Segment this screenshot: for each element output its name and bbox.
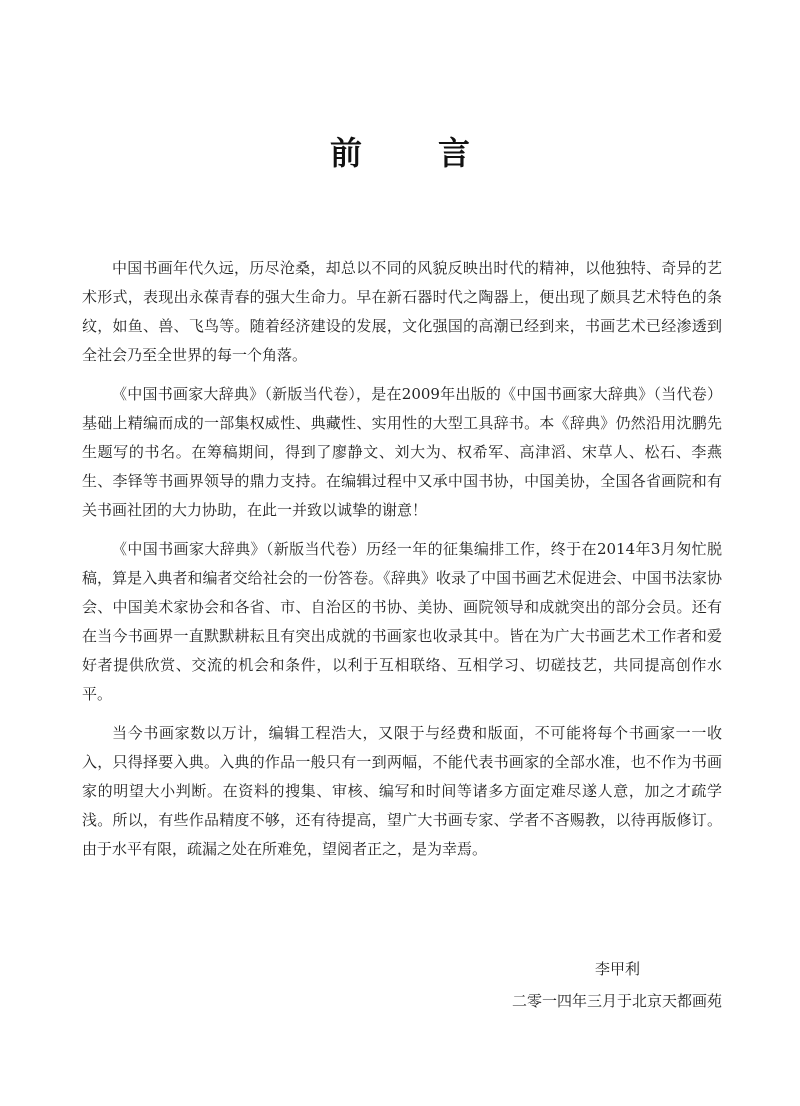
paragraph-1: 中国书画年代久远，历尽沧桑，却总以不同的风貌反映出时代的精神，以他独特、奇异的艺术形式，表现出永葆青春的强大生命力。早在新石器时代之陶器上，便出现了颇具艺术特色的条纹，如鱼、兽、飞鸟等。随着经济建设的发展，文化强国的高潮已经到来，书画艺术已经渗透到全社会乃至全世界的每一个角落。 [82,259,722,364]
date-place: 二零一四年三月于北京天都画苑 [511,992,722,1010]
paragraph-4: 当今书画家数以万计，编辑工程浩大，又限于与经费和版面，不可能将每个书画家一一收入，只得择要入典。入典的作品一般只有一到两幅，不能代表书画家的全部水准，也不作为书画家的明望大小判断。在资料的搜集、审核、编写和时间等诸多方面定难尽遂人意，加之才疏学浅。所以，有些作品精度不够，还有待提高，望广大书画专家、学者不吝赐教，以待再版修订。由于水平有限，疏漏之处在所难免，望阅者正之，是为幸焉。 [82,724,722,858]
paragraph-2: 《中国书画家大辞典》（新版当代卷），是在2009年出版的《中国书画家大辞典》（当代卷）基础上精编而成的一部集权威性、典藏性、实用性的大型工具辞书。本《辞典》仍然沿用沈鹏先生题写的书名。在筹稿期间，得到了廖静文、刘大为、权希军、高津滔、宋草人、松石、李燕生、李铎等书画界领导的鼎力支持。在编辑过程中又承中国书协，中国美协，全国各省画院和有关书画社团的大力协助，在此一并致以诚挚的谢意！ [82,385,722,519]
paragraph-3: 《中国书画家大辞典》（新版当代卷）历经一年的征集编排工作，终于在2014年3月匆忙脱稿，算是入典者和编者交给社会的一份答卷。《辞典》收录了中国书画艺术促进会、中国书法家协会、中国美术家协会和各省、市、自治区的书协、美协、画院领导和成就突出的部分会员。还有在当今书画界一直默默耕耘且有突出成就的书画家也收录其中。皆在为广大书画艺术工作者和爱好者提供欣赏、交流的机会和条件，以利于互相联络、互相学习、切磋技艺，共同提高创作水平。 [82,540,722,703]
page-title: 前 言 [329,134,492,172]
author-signature: 李甲利 [594,960,640,978]
preface-body [82,254,722,874]
